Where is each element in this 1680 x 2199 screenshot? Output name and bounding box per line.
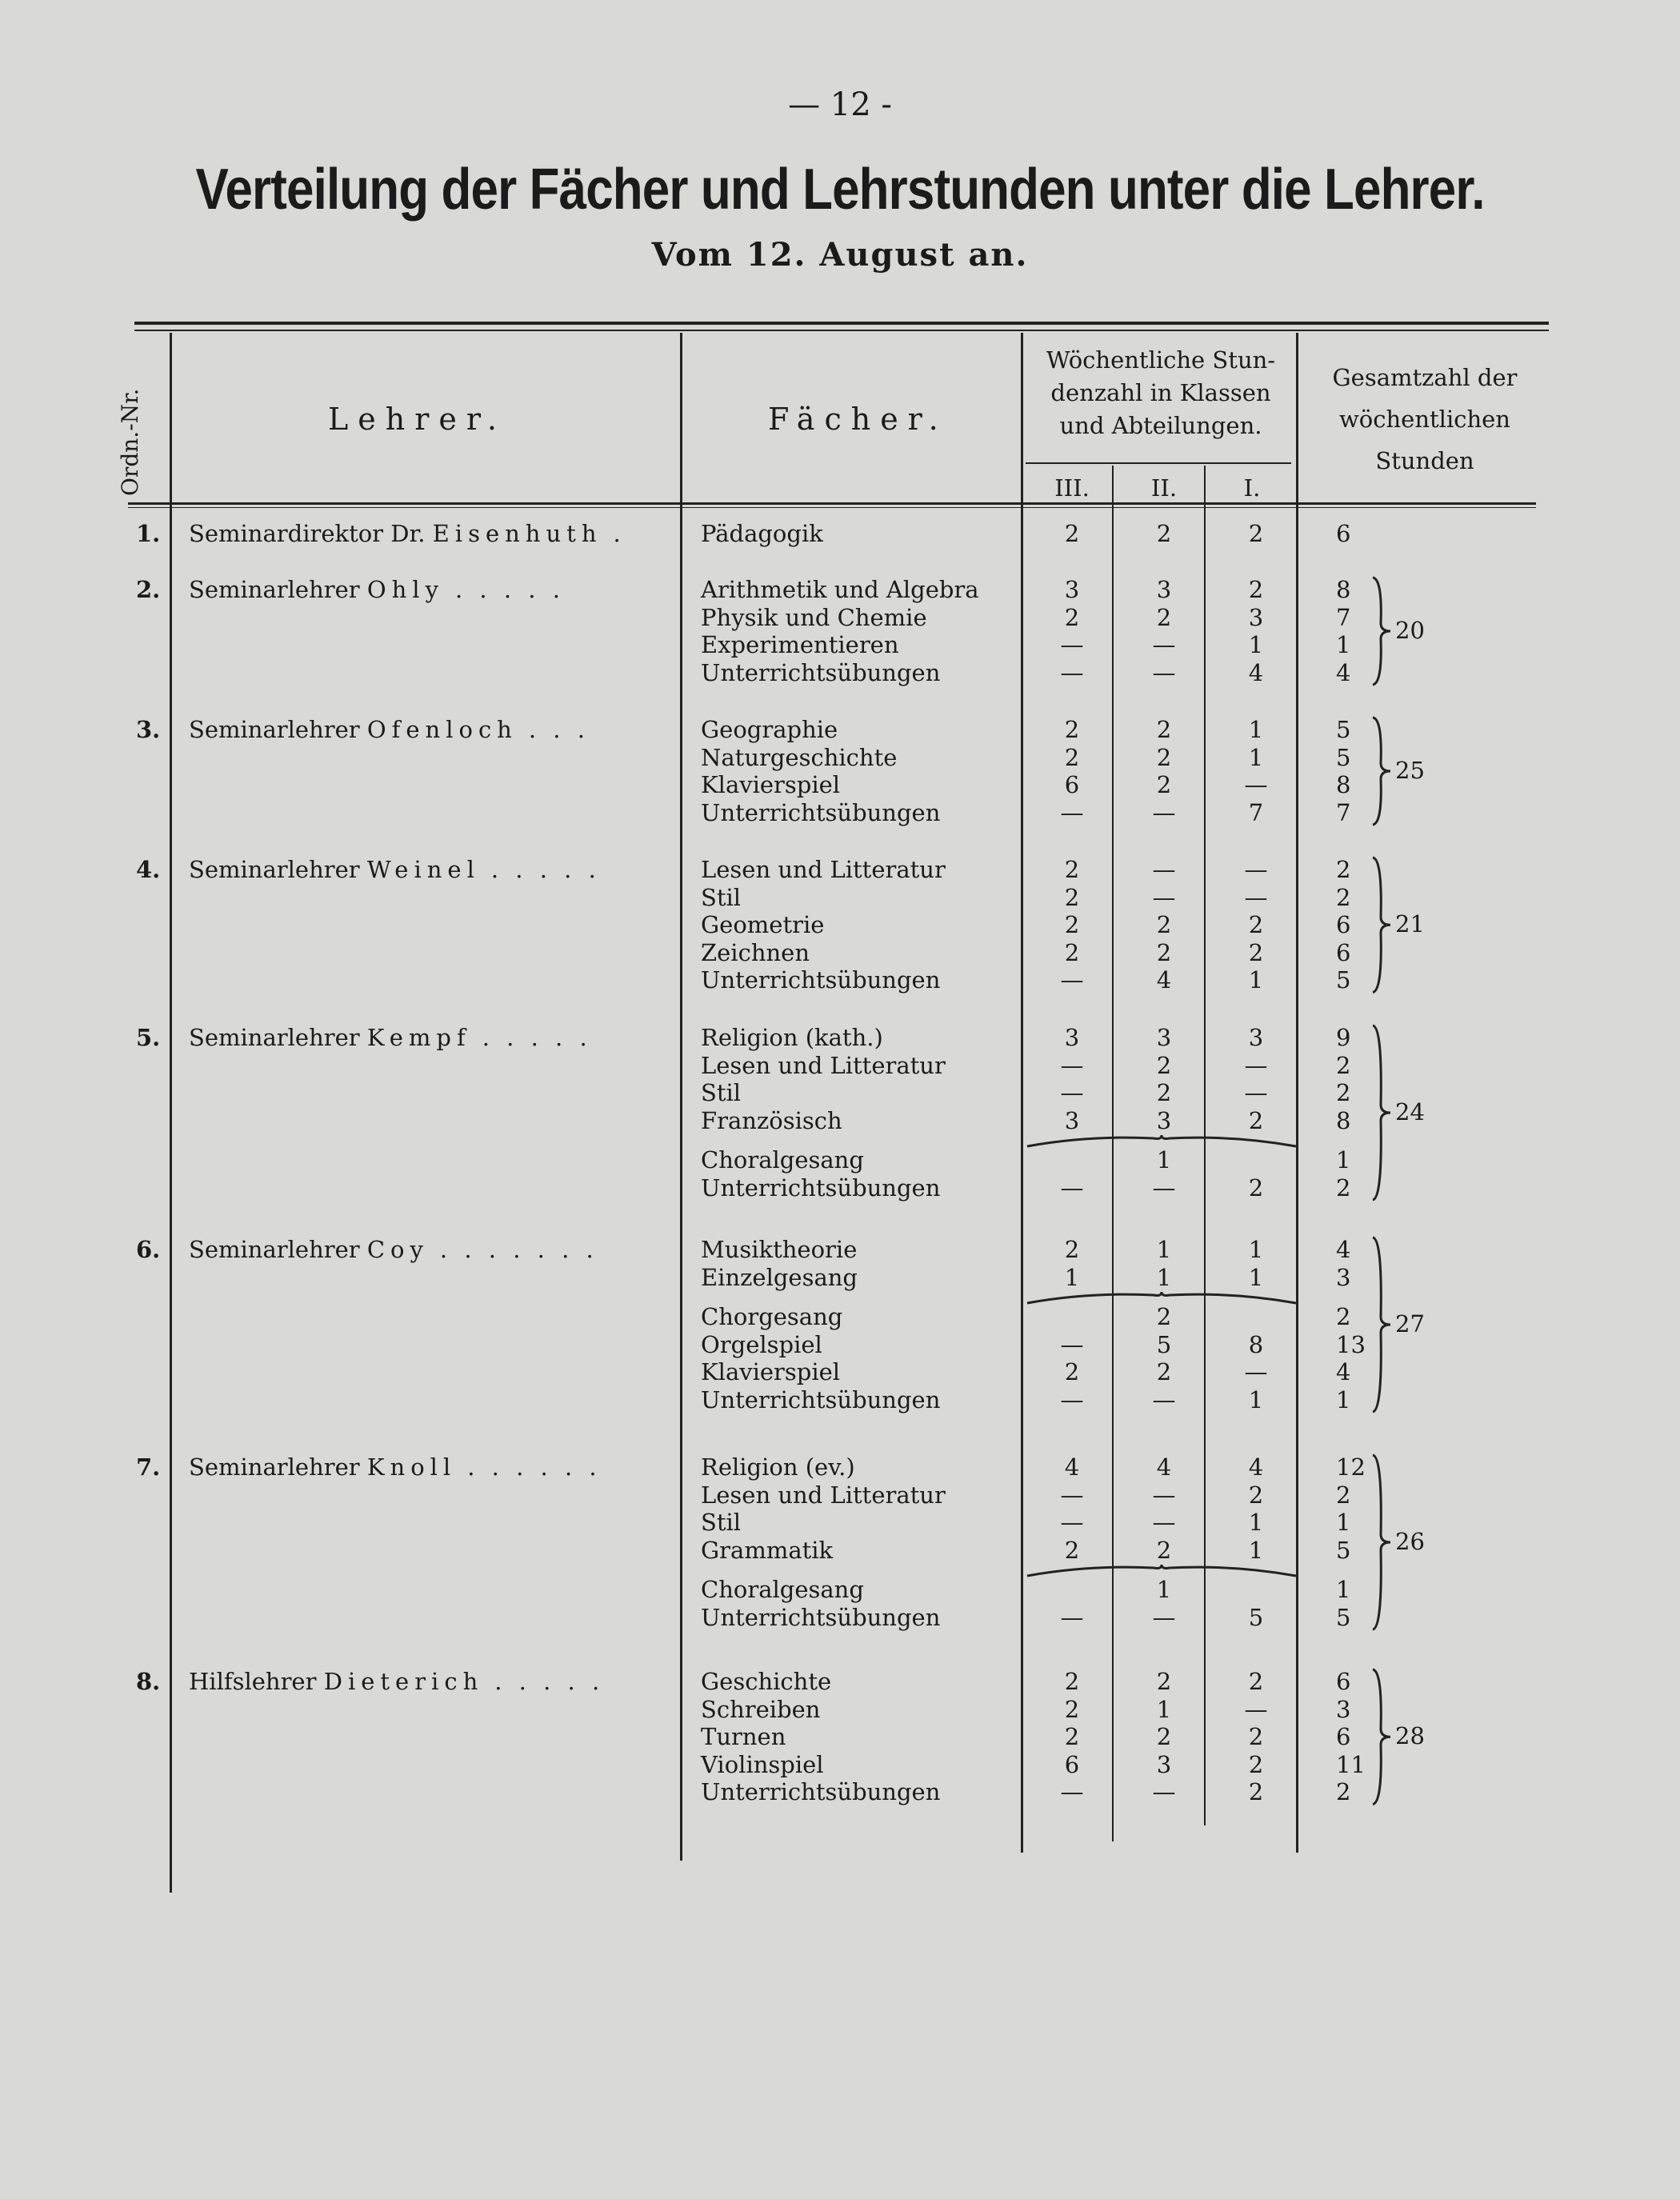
hours-iii: 6	[1064, 1750, 1080, 1778]
teacher-name: Eisenhuth	[432, 520, 602, 547]
hours-i: 2	[1248, 911, 1264, 938]
subject-sum: 11	[1336, 1750, 1366, 1778]
teacher-title: Seminarlehrer	[189, 1024, 367, 1051]
subject-name: Orgelspiel	[701, 1330, 822, 1358]
hours-iii: 2	[1064, 938, 1080, 966]
teacher-7	[189, 1453, 602, 1481]
teacher-1	[189, 520, 626, 547]
teacher-name: Knoll	[366, 1453, 457, 1481]
subject-sum: 5	[1336, 966, 1351, 994]
subject-sum: 1	[1336, 1509, 1351, 1536]
teacher-2	[189, 576, 565, 603]
hours-ii: 2	[1156, 1668, 1172, 1695]
subject-name: Geschichte	[701, 1668, 832, 1695]
header-klasse-iii: III.	[1054, 474, 1090, 502]
header-klasse-ii: II.	[1150, 474, 1178, 502]
ordnr-6: 6.	[136, 1236, 161, 1263]
total-brace	[1370, 1453, 1394, 1631]
hours-iii: 2	[1064, 883, 1080, 911]
subject-sum: 1	[1336, 1385, 1351, 1413]
subject-name: Religion (ev.)	[701, 1453, 855, 1481]
hours-ii: —	[1152, 1385, 1176, 1413]
subject-name: Lesen und Litteratur	[701, 1051, 946, 1079]
hours-i: 2	[1248, 1173, 1264, 1201]
subject-sum: 6	[1336, 1668, 1351, 1695]
subject-sum: 1	[1336, 1576, 1351, 1603]
header-ordnr: Ordn.-Nr.	[117, 388, 143, 496]
ordnr-7: 7.	[136, 1453, 161, 1481]
hours-iii: 6	[1064, 771, 1080, 798]
teacher-dots: . . .	[528, 716, 590, 743]
hours-ii: 3	[1156, 1024, 1172, 1051]
subject-sum: 8	[1336, 771, 1351, 798]
hours-i: 2	[1248, 1668, 1264, 1695]
hours-iii: 2	[1064, 856, 1080, 883]
hours-ii: 2	[1156, 743, 1172, 771]
hours-ii: 3	[1156, 1750, 1172, 1778]
subject-sum: 8	[1336, 1106, 1351, 1134]
hours-ii: —	[1152, 856, 1176, 883]
hours-i: 2	[1248, 1723, 1264, 1750]
subject-sum: 5	[1336, 743, 1351, 771]
hours-i: 2	[1248, 576, 1264, 603]
subject-name: Unterrichtsübungen	[701, 1173, 941, 1201]
hours-iii: 2	[1064, 603, 1080, 631]
subject-name: Schreiben	[701, 1695, 821, 1723]
subject-sum: 2	[1336, 1051, 1351, 1079]
subject-name: Unterrichtsübungen	[701, 1385, 941, 1413]
hours-iii: —	[1060, 966, 1084, 994]
teacher-title: Seminarlehrer	[189, 1453, 367, 1481]
teacher-dots: . . . . . . .	[439, 1236, 598, 1263]
subject-name: Unterrichtsübungen	[701, 966, 941, 994]
hours-i: 8	[1248, 1330, 1264, 1358]
hours-i: 2	[1248, 1778, 1264, 1805]
hours-iii: —	[1060, 1079, 1084, 1106]
hours-i: 5	[1248, 1603, 1264, 1631]
teacher-title: Seminarlehrer	[189, 716, 367, 743]
hours-iii: 2	[1064, 1723, 1080, 1750]
table-top-rule	[134, 322, 1549, 325]
subject-sum: 2	[1336, 1079, 1351, 1106]
subject-sum: 2	[1336, 1303, 1351, 1330]
subject-sum: 2	[1336, 856, 1351, 883]
subject-sum: 9	[1336, 1024, 1351, 1051]
subject-sum: 5	[1336, 716, 1351, 743]
subject-sum: 13	[1336, 1330, 1366, 1358]
subject-name: Stil	[701, 1509, 742, 1536]
hours-iii: 2	[1064, 1536, 1080, 1564]
ordnr-3: 3.	[136, 716, 161, 743]
hours-i: —	[1244, 771, 1268, 798]
total-brace	[1370, 716, 1394, 826]
hours-ii: 2	[1156, 520, 1172, 547]
subject-name: Religion (kath.)	[701, 1024, 883, 1051]
hours-i: 2	[1248, 1481, 1264, 1509]
teacher-name: Ofenloch	[366, 716, 518, 743]
hours-i: —	[1244, 1695, 1268, 1723]
hours-ii: —	[1152, 658, 1176, 686]
classes-subheader-rule	[1026, 462, 1291, 464]
hours-i: 1	[1248, 966, 1264, 994]
teacher-title: Seminarlehrer	[189, 576, 367, 603]
hours-ii: 2	[1156, 1303, 1172, 1330]
hours-i: 1	[1248, 1509, 1264, 1536]
subject-sum: 3	[1336, 1263, 1351, 1291]
hours-ii: 2	[1156, 1358, 1172, 1385]
hours-ii: 4	[1156, 1453, 1172, 1481]
subject-sum: 6	[1336, 938, 1351, 966]
teacher-total-hours: 20	[1395, 617, 1425, 644]
subject-sum: 4	[1336, 658, 1351, 686]
teacher-title: Seminardirektor Dr.	[189, 520, 433, 547]
subject-sum: 12	[1336, 1453, 1366, 1481]
header-lehrer: Lehrer.	[328, 402, 506, 437]
teacher-4	[189, 856, 601, 883]
teacher-3	[189, 716, 590, 743]
hours-i: —	[1244, 1079, 1268, 1106]
column-divider-faecher	[1021, 333, 1023, 1853]
ordnr-1: 1.	[136, 520, 161, 547]
hours-ii: 1	[1156, 1236, 1172, 1263]
total-brace	[1370, 1236, 1394, 1413]
teacher-5	[189, 1024, 592, 1051]
ordnr-8: 8.	[136, 1668, 161, 1695]
column-divider-i	[1296, 333, 1298, 1853]
subject-name: Choralgesang	[701, 1576, 864, 1603]
subject-name: Lesen und Litteratur	[701, 1481, 946, 1509]
subject-name: Turnen	[701, 1723, 786, 1750]
teacher-total-hours: 24	[1395, 1098, 1425, 1125]
hours-iii: 2	[1064, 743, 1080, 771]
subject-sum: 7	[1336, 798, 1351, 826]
subject-name: Physik und Chemie	[701, 603, 927, 631]
subject-sum: 7	[1336, 603, 1351, 631]
teacher-title: Seminarlehrer	[189, 856, 367, 883]
hours-iii: —	[1060, 1051, 1084, 1079]
header-gesamt-line-3: Stunden	[1375, 447, 1474, 474]
subject-sum: 4	[1336, 1358, 1351, 1385]
column-divider-nr	[170, 333, 172, 1893]
hours-ii: —	[1152, 1778, 1176, 1805]
teacher-name: Weinel	[366, 856, 480, 883]
teacher-dots: .	[613, 520, 626, 547]
hours-i: 2	[1248, 1750, 1264, 1778]
combined-brace	[1026, 1133, 1298, 1149]
teacher-name: Ohly	[366, 576, 444, 603]
hours-ii: 1	[1156, 1146, 1172, 1173]
subject-sum: 6	[1336, 520, 1351, 547]
total-brace	[1370, 1024, 1394, 1201]
subject-name: Zeichnen	[701, 938, 810, 966]
combined-brace	[1026, 1563, 1298, 1579]
hours-ii: —	[1152, 1481, 1176, 1509]
hours-iii: —	[1060, 1385, 1084, 1413]
subject-name: Französisch	[701, 1106, 842, 1134]
hours-i: 3	[1248, 603, 1264, 631]
subject-name: Einzelgesang	[701, 1263, 858, 1291]
hours-iii: —	[1060, 1173, 1084, 1201]
subject-name: Klavierspiel	[701, 771, 841, 798]
total-brace	[1370, 1668, 1394, 1806]
page-subtitle: Vom 12. August an.	[651, 236, 1029, 274]
total-brace	[1370, 576, 1394, 686]
hours-i: 1	[1248, 1263, 1264, 1291]
column-divider-iii	[1112, 466, 1114, 1841]
hours-iii: —	[1060, 631, 1084, 658]
hours-ii: 1	[1156, 1695, 1172, 1723]
subject-name: Grammatik	[701, 1536, 834, 1564]
teacher-dots: . . . . .	[454, 576, 565, 603]
hours-ii: 2	[1156, 1079, 1172, 1106]
hours-iii: 4	[1064, 1453, 1080, 1481]
hours-ii: 2	[1156, 716, 1172, 743]
subject-name: Experimentieren	[701, 631, 899, 658]
hours-i: 2	[1248, 1106, 1264, 1134]
teacher-total-hours: 25	[1395, 757, 1425, 784]
teacher-name: Dieterich	[323, 1668, 484, 1695]
subject-name: Unterrichtsübungen	[701, 658, 941, 686]
header-woechentlich	[1026, 344, 1296, 442]
subject-name: Choralgesang	[701, 1146, 864, 1173]
hours-i: —	[1244, 883, 1268, 911]
teacher-title: Hilfslehrer	[189, 1668, 324, 1695]
subject-name: Arithmetik und Algebra	[701, 576, 979, 603]
subject-name: Unterrichtsübungen	[701, 798, 941, 826]
subject-sum: 3	[1336, 1695, 1351, 1723]
subject-sum: 2	[1336, 1778, 1351, 1805]
subject-sum: 1	[1336, 1146, 1351, 1173]
header-gesamt-line-2: wöchentlichen	[1338, 406, 1510, 433]
subject-name: Klavierspiel	[701, 1358, 841, 1385]
subject-sum: 2	[1336, 883, 1351, 911]
teacher-total-hours: 28	[1395, 1722, 1425, 1750]
hours-iii: 2	[1064, 1668, 1080, 1695]
hours-ii: 2	[1156, 603, 1172, 631]
header-woechentlich-line-3: und Abteilungen.	[1059, 412, 1262, 439]
header-gesamt-line-1: Gesamtzahl der	[1332, 364, 1518, 391]
hours-i: 4	[1248, 1453, 1264, 1481]
hours-i: 1	[1248, 1536, 1264, 1564]
header-woechentlich-line-2: denzahl in Klassen	[1050, 379, 1271, 406]
combined-brace	[1026, 1290, 1298, 1306]
subject-name: Chorgesang	[701, 1303, 843, 1330]
teacher-total-hours: 26	[1395, 1528, 1425, 1555]
teacher-dots: . . . . .	[494, 1668, 605, 1695]
hours-iii: —	[1060, 1778, 1084, 1805]
page-title: Verteilung der Fächer und Lehrstunden unter die Lehrer.	[195, 158, 1485, 222]
hours-i: 3	[1248, 1024, 1264, 1051]
subject-name: Musiktheorie	[701, 1236, 858, 1263]
header-gesamt	[1301, 357, 1549, 482]
hours-iii: 3	[1064, 1024, 1080, 1051]
teacher-dots: . . . . .	[490, 856, 601, 883]
hours-ii: 2	[1156, 1536, 1172, 1564]
hours-i: —	[1244, 1358, 1268, 1385]
hours-i: 1	[1248, 631, 1264, 658]
hours-ii: —	[1152, 631, 1176, 658]
subject-sum: 5	[1336, 1536, 1351, 1564]
subject-sum: 6	[1336, 911, 1351, 938]
hours-iii: 3	[1064, 576, 1080, 603]
subject-sum: 8	[1336, 576, 1351, 603]
subject-name: Unterrichtsübungen	[701, 1603, 941, 1631]
page-number: — 12 -	[788, 86, 892, 123]
teacher-total-hours: 21	[1395, 910, 1425, 938]
hours-ii: 2	[1156, 771, 1172, 798]
hours-iii: —	[1060, 1481, 1084, 1509]
hours-i: 4	[1248, 658, 1264, 686]
hours-i: 7	[1248, 798, 1264, 826]
hours-ii: 2	[1156, 1051, 1172, 1079]
subject-name: Geometrie	[701, 911, 825, 938]
subject-sum: 6	[1336, 1723, 1351, 1750]
hours-iii: —	[1060, 1603, 1084, 1631]
hours-iii: 2	[1064, 1358, 1080, 1385]
hours-iii: —	[1060, 1509, 1084, 1536]
hours-i: 2	[1248, 520, 1264, 547]
hours-ii: 2	[1156, 911, 1172, 938]
subject-sum: 2	[1336, 1173, 1351, 1201]
hours-ii: —	[1152, 1603, 1176, 1631]
hours-iii: 2	[1064, 1236, 1080, 1263]
hours-ii: 2	[1156, 938, 1172, 966]
hours-ii: 3	[1156, 576, 1172, 603]
hours-ii: —	[1152, 798, 1176, 826]
hours-ii: 3	[1156, 1106, 1172, 1134]
ordnr-4: 4.	[136, 856, 161, 883]
subject-name: Geographie	[701, 716, 838, 743]
header-woechentlich-line-1: Wöchentliche Stun-	[1046, 346, 1276, 374]
teacher-name: Coy	[366, 1236, 429, 1263]
subject-name: Naturgeschichte	[701, 743, 898, 771]
subject-sum: 1	[1336, 631, 1351, 658]
hours-i: 1	[1248, 1236, 1264, 1263]
hours-iii: —	[1060, 658, 1084, 686]
hours-i: —	[1244, 1051, 1268, 1079]
hours-ii: —	[1152, 1509, 1176, 1536]
subject-sum: 2	[1336, 1481, 1351, 1509]
subject-name: Pädagogik	[701, 520, 823, 547]
hours-ii: 4	[1156, 966, 1172, 994]
hours-iii: 2	[1064, 716, 1080, 743]
header-faecher: Fächer.	[768, 402, 948, 437]
total-brace	[1370, 856, 1394, 994]
hours-i: 1	[1248, 743, 1264, 771]
hours-ii: —	[1152, 883, 1176, 911]
subject-sum: 5	[1336, 1603, 1351, 1631]
hours-iii: 1	[1064, 1263, 1080, 1291]
teacher-6	[189, 1236, 598, 1263]
teacher-8	[189, 1668, 604, 1695]
subject-name: Stil	[701, 883, 742, 911]
ordnr-2: 2.	[136, 576, 161, 603]
hours-iii: 2	[1064, 911, 1080, 938]
hours-iii: 2	[1064, 520, 1080, 547]
ordnr-5: 5.	[136, 1024, 161, 1051]
teacher-dots: . . . . . .	[467, 1453, 602, 1481]
header-bottom-rule-thin	[128, 507, 1536, 508]
subject-name: Stil	[701, 1079, 742, 1106]
hours-ii: —	[1152, 1173, 1176, 1201]
hours-i: 2	[1248, 938, 1264, 966]
subject-sum: 4	[1336, 1236, 1351, 1263]
hours-ii: 1	[1156, 1263, 1172, 1291]
header-klasse-i: I.	[1243, 474, 1261, 502]
teacher-title: Seminarlehrer	[189, 1236, 367, 1263]
header-bottom-rule	[128, 502, 1536, 505]
hours-i: 1	[1248, 716, 1264, 743]
hours-ii: 5	[1156, 1330, 1172, 1358]
hours-i: 1	[1248, 1385, 1264, 1413]
hours-iii: 3	[1064, 1106, 1080, 1134]
hours-ii: 2	[1156, 1723, 1172, 1750]
subject-name: Unterrichtsübungen	[701, 1778, 941, 1805]
hours-ii: 1	[1156, 1576, 1172, 1603]
hours-iii: —	[1060, 1330, 1084, 1358]
subject-name: Lesen und Litteratur	[701, 856, 946, 883]
hours-i: —	[1244, 856, 1268, 883]
teacher-dots: . . . . .	[482, 1024, 592, 1051]
hours-iii: 2	[1064, 1695, 1080, 1723]
table-top-rule-thin	[134, 330, 1549, 331]
teacher-name: Kempf	[366, 1024, 471, 1051]
teacher-total-hours: 27	[1395, 1310, 1425, 1337]
column-divider-lehrer	[680, 333, 682, 1861]
subject-name: Violinspiel	[701, 1750, 824, 1778]
hours-iii: —	[1060, 798, 1084, 826]
